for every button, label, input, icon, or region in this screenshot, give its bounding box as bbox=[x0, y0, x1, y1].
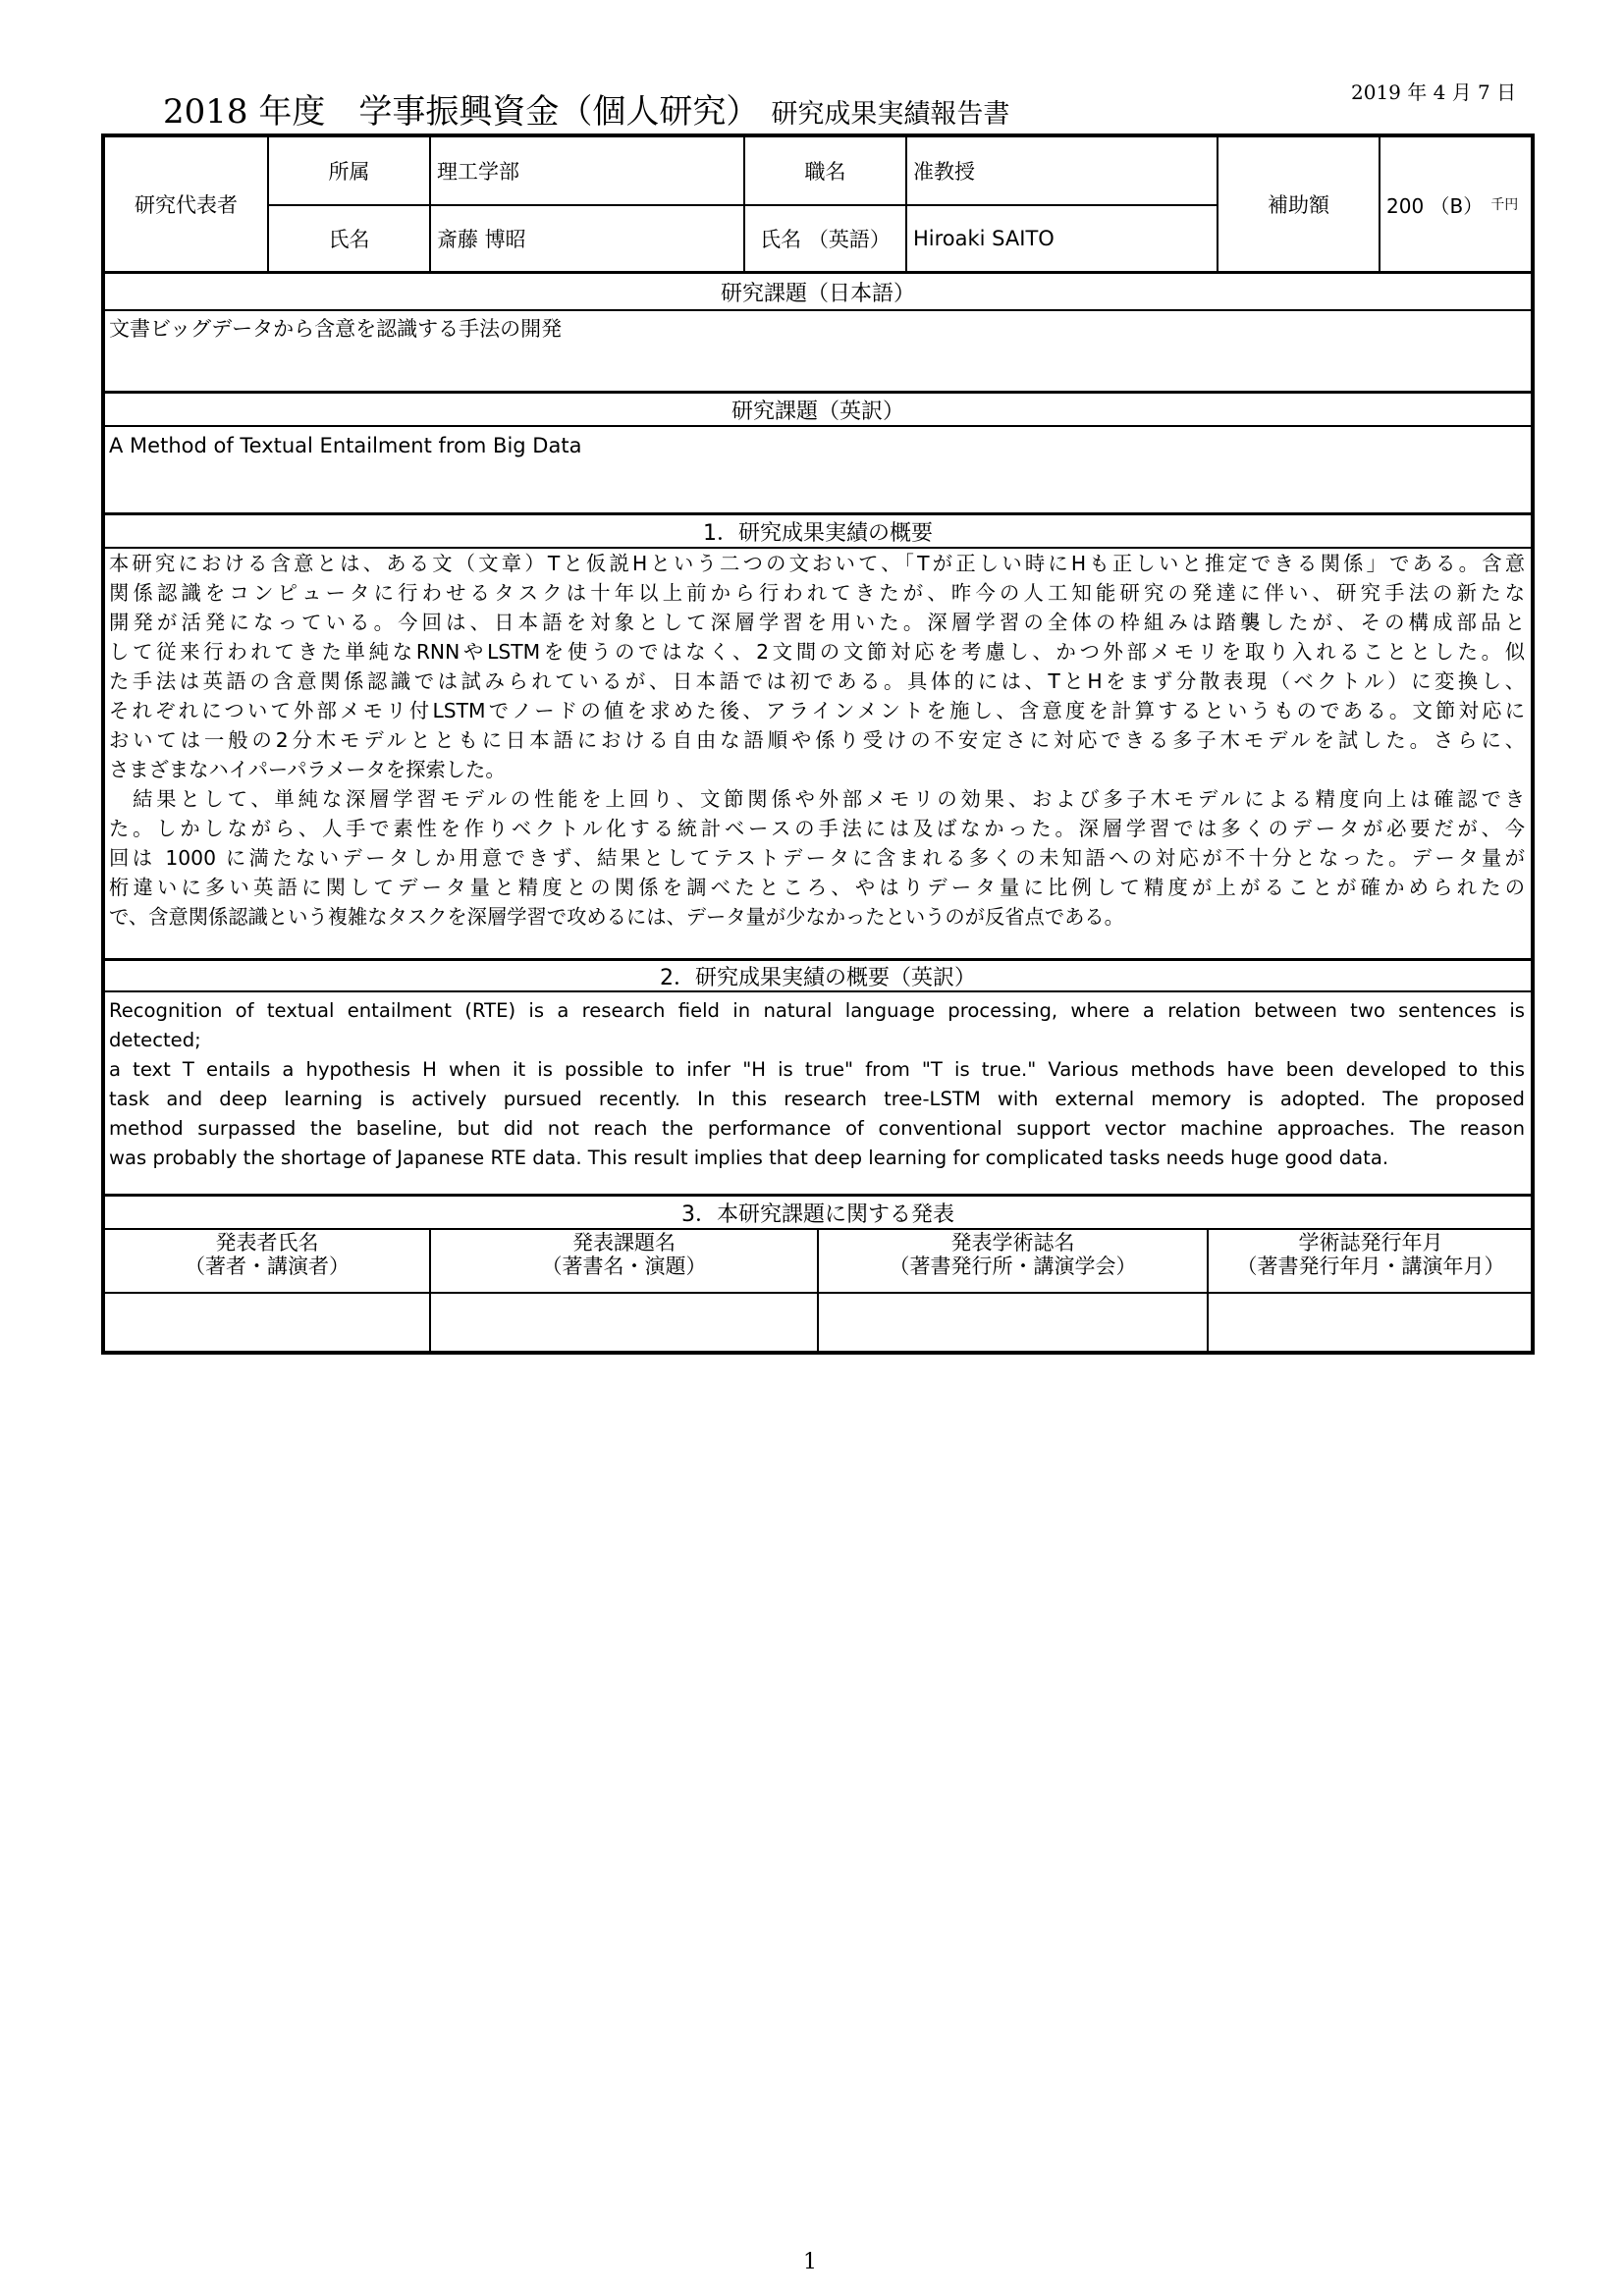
position-label: 職名 bbox=[804, 160, 846, 184]
affiliation-value: 理工学部 bbox=[437, 160, 519, 184]
report-form bbox=[101, 133, 1535, 1355]
summary-ja-line: 開発が活発になっている。今回は、日本語を対象として深層学習を用いた。深層学習の全体の枠組みは踏襲したが、その構成部品と bbox=[109, 611, 1525, 634]
summary-ja-line: た。しかしながら、人手で素性を作りベクトル化する統計ベースの手法には及ばなかった。深層学習では多くのデータが必要だが、今 bbox=[109, 817, 1525, 840]
summary-en-line: method surpassed the baseline, but did not reach the performance of conventional support vector machine approaches. The reason bbox=[109, 1117, 1525, 1140]
summary-ja-line: それぞれについて外部メモリ付LSTMでノードの値を求めた後、アラインメントを施し、含意度を計算するというものである。文節対応に bbox=[109, 699, 1525, 722]
name-label: 氏名 bbox=[328, 228, 370, 251]
report-title bbox=[163, 84, 1009, 133]
divider bbox=[105, 425, 1531, 427]
col-subtitle: （著者・講演者） bbox=[185, 1255, 350, 1278]
col-title: 発表課題名 bbox=[572, 1231, 676, 1255]
presentations-col-journal bbox=[819, 1231, 1207, 1278]
grant-value: 200 （B） bbox=[1386, 193, 1484, 218]
report-title-main: 2018 年度 学事振興資金（個人研究） bbox=[163, 92, 760, 132]
summary-ja-line: おいては一般の2分木モデルとともに日本語における自由な語順や係り受けの不安定さに対応できる多子木モデルを試した。さらに、 bbox=[109, 728, 1525, 752]
summary-ja-line: 関係認識をコンピュータに行わせるタスクは十年以上前から行われてきたが、昨今の人工知能研究の発達に伴い、研究手法の新たな bbox=[109, 581, 1525, 605]
summary-en-line: a text T entails a hypothesis H when it is possible to infer "H is true" from "T is true." Various methods have been developed to this bbox=[109, 1058, 1525, 1081]
summary-ja-line: 本研究における含意とは、ある文（文章）Tと仮説Hという二つの文おいて、「Tが正しい時にHも正しいと推定できる関係」である。含意 bbox=[109, 552, 1525, 575]
summary-en-line: was probably the shortage of Japanese RTE data. This result implies that deep learning for complicated tasks needs huge good data. bbox=[109, 1147, 1389, 1169]
col-subtitle: （著書発行所・講演学会） bbox=[889, 1255, 1137, 1278]
affiliation-label: 所属 bbox=[328, 160, 370, 184]
summary-ja-heading: 1．研究成果実績の概要 bbox=[703, 520, 933, 546]
report-date: 2019 年 4 月 7 日 bbox=[1351, 80, 1517, 104]
summary-ja-line: で、含意関係認識という複雑なタスクを深層学習で攻めるには、データ量が少なかったというのが反省点である。 bbox=[109, 905, 1124, 929]
divider bbox=[105, 309, 1531, 311]
col-title: 発表学術誌名 bbox=[950, 1231, 1075, 1255]
summary-ja-line: 回は 1000 に満たないデータしか用意できず、結果としてテストデータに含まれる多くの未知語への対応が不十分となった。データ量が bbox=[109, 846, 1525, 870]
topic-en-text: A Method of Textual Entailment from Big Data bbox=[109, 434, 582, 457]
presentations-empty-cell bbox=[105, 1294, 429, 1355]
presentations-heading: 3．本研究課題に関する発表 bbox=[681, 1201, 954, 1227]
page-number: 1 bbox=[803, 2250, 817, 2274]
topic-ja-text: 文書ビッグデータから含意を認識する手法の開発 bbox=[109, 317, 563, 341]
topic-en-heading: 研究課題（英訳） bbox=[731, 399, 904, 424]
presentations-col-presenter bbox=[105, 1231, 429, 1278]
col-title: 発表者氏名 bbox=[215, 1231, 319, 1255]
presentations-empty-cell bbox=[1209, 1294, 1533, 1355]
name-en-value: Hiroaki SAITO bbox=[913, 227, 1055, 250]
divider bbox=[105, 990, 1531, 992]
summary-ja-line: た手法は英語の含意関係認識では試みられているが、日本語では初である。具体的には、TとHをまず分散表現（ベクトル）に変換し、 bbox=[109, 669, 1525, 693]
presentations-empty-cell bbox=[819, 1294, 1207, 1355]
presentations-col-title bbox=[431, 1231, 817, 1278]
grant-unit: 千円 bbox=[1490, 197, 1519, 213]
representative-label: 研究代表者 bbox=[135, 193, 238, 217]
col-title: 学術誌発行年月 bbox=[1298, 1231, 1443, 1255]
summary-en-line: detected; bbox=[109, 1029, 201, 1051]
report-title-sub: 研究成果実績報告書 bbox=[771, 99, 1010, 130]
summary-ja-line: 結果として、単純な深層学習モデルの性能を上回り、文節関係や外部メモリの効果、および多子木モデルによる精度向上は確認でき bbox=[109, 787, 1525, 811]
position-value: 准教授 bbox=[913, 160, 975, 184]
col-subtitle: （著書名・演題） bbox=[541, 1255, 707, 1278]
summary-ja-line: して従来行われてきた単純なRNNやLSTMを使うのではなく、2文間の文節対応を考慮し、かつ外部メモリを取り入れることとした。似 bbox=[109, 640, 1525, 664]
grant-label: 補助額 bbox=[1268, 193, 1329, 217]
summary-en-line: task and deep learning is actively pursued recently. In this research tree-LSTM with external memory is adopted. The proposed bbox=[109, 1088, 1525, 1110]
summary-en-line: Recognition of textual entailment (RTE) is a research field in natural language processing, where a relation between two sentences is bbox=[109, 999, 1525, 1022]
summary-en-body bbox=[109, 996, 1525, 1173]
summary-ja-line: 桁違いに多い英語に関してデータ量と精度との関係を調べたところ、やはりデータ量に比例して精度が上がることが確かめられたの bbox=[109, 876, 1525, 899]
presentations-col-date bbox=[1209, 1231, 1533, 1278]
grant-amount bbox=[1380, 137, 1533, 271]
name-value: 斎藤 博昭 bbox=[437, 228, 526, 251]
presentations-empty-cell bbox=[431, 1294, 817, 1355]
summary-ja-line: さまざまなハイパーパラメータを探索した。 bbox=[109, 758, 506, 781]
topic-ja-heading: 研究課題（日本語） bbox=[720, 281, 915, 306]
col-subtitle: （著書発行年月・講演年月） bbox=[1236, 1255, 1505, 1278]
name-en-label: 氏名 （英語） bbox=[760, 228, 891, 251]
summary-en-heading: 2．研究成果実績の概要（英訳） bbox=[660, 965, 976, 990]
summary-ja-body bbox=[109, 549, 1525, 932]
